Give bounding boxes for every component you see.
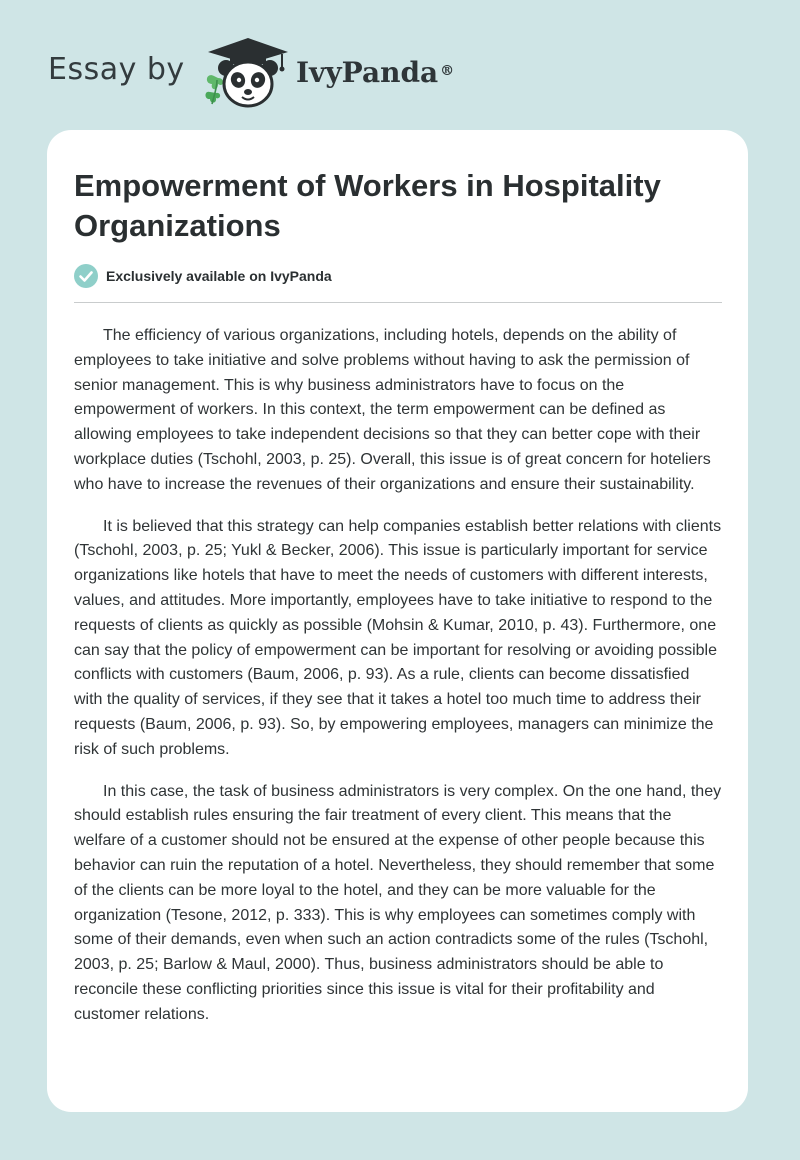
check-circle-icon <box>74 264 98 288</box>
exclusive-badge <box>74 263 332 289</box>
divider <box>74 302 722 303</box>
badge-text: Exclusively available on IvyPanda <box>106 268 332 284</box>
site-header <box>0 0 800 120</box>
brand-text: IvyPanda <box>296 56 439 89</box>
registered-mark: ® <box>440 63 455 79</box>
essay-by-label: Essay by <box>48 52 185 87</box>
paragraph-3: In this case, the task of business administrators is very complex. On the one hand, they should establish rules ensuring the fair treatment of every client. This means that the welfare of a customer should not be ensured at the expense of other people because this behavior can ruin the reputation of a hotel. Nevertheless, they should remember that some of the clients can be more loyal to the hotel, and they can be more valuable for the organization (Tesone, 2012, p. 333). This is why employees can sometimes comply with some of their demands, even when such an action contradicts some of the rules (Tschohl, 2003, p. 25; Barlow & Maul, 2000). Thus, business administrators should be able to reconcile these conflicting priorities since this issue is vital for their profitability and customer relations. <box>74 782 722 1023</box>
page-title: Empowerment of Workers in Hospitality Organizations <box>74 168 661 243</box>
essay-card <box>47 130 748 1112</box>
ivypanda-logo-icon[interactable] <box>200 32 296 112</box>
essay-body <box>74 324 722 1045</box>
paragraph-2: It is believed that this strategy can help companies establish better relations with clients (Tschohl, 2003, p. 25; Yukl & Becker, 2006). This issue is particularly important for service organizations like hotels that have to meet the needs of customers with different interests, values, and attitudes. More importantly, employees have to take initiative to respond to the requests of clients as quickly as possible (Mohsin & Kumar, 2010, p. 43). Furthermore, one can say that the policy of empowerment can be important for resolving or avoiding possible conflicts with customers (Baum, 2006, p. 93). As a rule, clients can become dissatisfied with the quality of services, if they see that it takes a hotel too much time to address their requests (Baum, 2006, p. 93). So, by empowering employees, managers can minimize the risk of such problems. <box>74 517 722 758</box>
paragraph-1: The efficiency of various organizations, including hotels, depends on the ability of employees to take initiative and solve problems without having to ask the permission of senior management. This is why business administrators have to focus on the empowerment of workers. In this context, the term empowerment can be defined as allowing employees to take independent decisions so that they can better cope with their workplace duties (Tschohl, 2003, p. 25). Overall, this issue is of great concern for hoteliers who have to increase the revenues of their organizations and ensure their sustainability. <box>74 327 711 493</box>
brand-name[interactable] <box>296 55 454 91</box>
